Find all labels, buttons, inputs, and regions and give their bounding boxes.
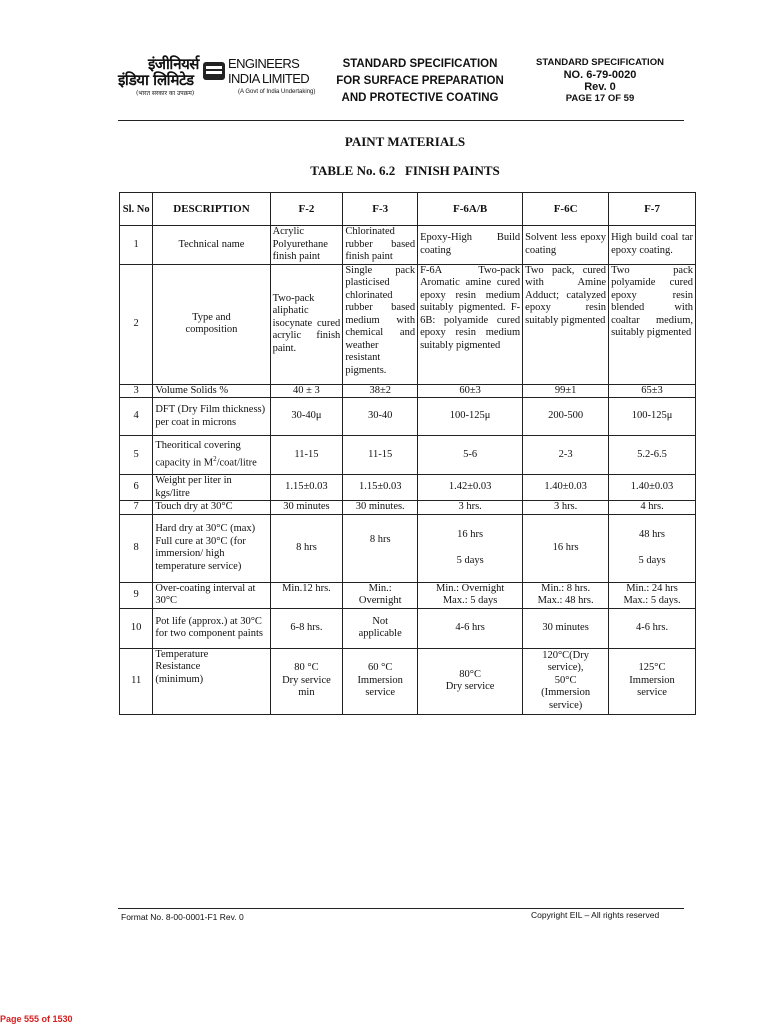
cell-f7 <box>609 582 696 608</box>
cell-f3: Chlorinated rubber based finish paint <box>343 226 418 265</box>
page-counter: Page 555 of 1530 <box>0 1014 73 1024</box>
copyright: Copyright EIL – All rights reserved <box>531 910 660 920</box>
cell-f6c: 3 hrs. <box>523 501 609 515</box>
cell-sl: 6 <box>120 475 153 501</box>
cell-f6c <box>523 582 609 608</box>
cell-f7 <box>609 648 696 714</box>
cell-f2: Acrylic Polyurethane finish paint <box>270 226 343 265</box>
cell-sl: 3 <box>120 384 153 398</box>
header-f6ab: F-6A/B <box>418 193 523 226</box>
value-qualifier: service) <box>549 699 583 711</box>
cell-f6c: 2-3 <box>523 436 609 475</box>
cell-sl: 5 <box>120 436 153 475</box>
cell-f6ab: 100-125μ <box>418 398 523 436</box>
cell-sl: 9 <box>120 582 153 608</box>
value-temp: 80 °C <box>294 662 319 674</box>
cell-sl: 4 <box>120 398 153 436</box>
document-title <box>320 56 520 107</box>
cell-f6c: Solvent less epoxy coating <box>523 226 609 265</box>
cell-f3: 38±2 <box>343 384 418 398</box>
cell-description: Over-coating interval at 30°C <box>153 582 270 608</box>
value-qualifier: service <box>637 687 667 699</box>
cell-f3: 30-40 <box>343 398 418 436</box>
table-title: TABLE No. 6.2 FINISH PAINTS <box>310 163 500 178</box>
value-service: Dry service <box>445 681 495 692</box>
finish-paints-table <box>119 192 696 715</box>
value-full-cure: 5 days <box>456 555 484 566</box>
value-max: Max.: 48 hrs. <box>537 595 594 606</box>
cell-f3: 8 hrs <box>343 514 418 582</box>
table-row <box>120 384 696 398</box>
cell-f6ab: 60±3 <box>418 384 523 398</box>
cell-sl: 8 <box>120 514 153 582</box>
header-description: DESCRIPTION <box>153 193 270 226</box>
cell-f6ab <box>418 582 523 608</box>
value-max: Max.: 5 days <box>442 595 498 606</box>
cell-f7: 100-125μ <box>609 398 696 436</box>
cell-f6ab <box>418 514 523 582</box>
value-min: Min.: <box>368 582 392 594</box>
table-row <box>120 226 696 265</box>
value-service: service), <box>547 662 584 674</box>
header-f6c: F-6C <box>523 193 609 226</box>
description-hard-dry: Hard dry at 30°C (max) <box>155 523 256 534</box>
value-full-cure: 5 days <box>638 555 666 566</box>
value-service: Immersion <box>629 674 675 686</box>
description-text: Theoritical covering capacity in M <box>155 440 241 469</box>
cell-description <box>153 514 270 582</box>
title-line-2: FOR SURFACE PREPARATION <box>336 75 504 87</box>
cell-description: Technical name <box>153 226 270 265</box>
cell-f7: 1.40±0.03 <box>609 475 696 501</box>
cell-description: Weight per liter in kgs/litre <box>153 475 270 501</box>
logo-english-line1: ENGINEERS <box>228 56 300 71</box>
cell-sl: 1 <box>120 226 153 265</box>
cell-f6ab: Epoxy-High Build coating <box>418 226 523 265</box>
cell-f3 <box>343 648 418 714</box>
value-min: Min.: Overnight <box>436 582 505 594</box>
cell-f2: 8 hrs <box>270 514 343 582</box>
cell-f6c: 200-500 <box>523 398 609 436</box>
company-logo <box>118 54 328 104</box>
value-service: Dry service <box>282 674 331 686</box>
value-hard-dry: 48 hrs <box>639 528 666 540</box>
logo-hindi-subtitle: (भारत सरकार का उपक्रम) <box>136 90 195 97</box>
cell-f6c: 1.40±0.03 <box>523 475 609 501</box>
cell-description: DFT (Dry Film thickness) per coat in microns <box>153 398 270 436</box>
section-title: PAINT MATERIALS <box>344 134 466 149</box>
cell-f3: 11-15 <box>343 436 418 475</box>
table-header-row <box>120 193 696 226</box>
cell-f2: 40 ± 3 <box>270 384 343 398</box>
title-line-1: STANDARD SPECIFICATION <box>342 58 498 70</box>
header-divider <box>118 120 684 121</box>
cell-f7: 4 hrs. <box>609 501 696 515</box>
logo-hindi-line2: इंडिया लिमिटेड <box>118 71 194 89</box>
cell-f6ab: 3 hrs. <box>418 501 523 515</box>
value-temp: 125°C <box>638 662 666 674</box>
cell-f2: Min.12 hrs. <box>270 582 343 608</box>
cell-f6c <box>523 648 609 714</box>
cell-f3 <box>343 608 418 648</box>
header-sl-no: Sl. No <box>120 193 153 226</box>
format-number: Format No. 8-00-0001-F1 Rev. 0 <box>121 912 244 922</box>
logo-english-subtitle: (A Govt of India Undertaking) <box>238 89 316 95</box>
cell-f6c: 16 hrs <box>523 514 609 582</box>
cell-description: Temperature Resistance (minimum) <box>153 648 270 714</box>
spec-label: STANDARD SPECIFICATION <box>536 57 664 68</box>
value-qualifier: min <box>298 687 315 699</box>
cell-f2: 1.15±0.03 <box>270 475 343 501</box>
table-row <box>120 648 696 714</box>
cell-description <box>153 436 270 475</box>
value-service-2: (Immersion <box>541 687 591 699</box>
cell-f2: 30 minutes <box>270 501 343 515</box>
cell-f6ab <box>418 648 523 714</box>
cell-f3: 30 minutes. <box>343 501 418 515</box>
logo-hindi-line1: इंजीनियर्स <box>148 55 199 73</box>
cell-f6c: 30 minutes <box>523 608 609 648</box>
table-row <box>120 582 696 608</box>
document-reference <box>530 57 670 105</box>
cell-f6c: 99±1 <box>523 384 609 398</box>
table-row <box>120 501 696 515</box>
cell-f6ab: 5-6 <box>418 436 523 475</box>
cell-f7: 4-6 hrs. <box>609 608 696 648</box>
cell-f6ab: 4-6 hrs <box>418 608 523 648</box>
value-qualifier: service <box>365 687 396 699</box>
title-line-3: AND PROTECTIVE COATING <box>341 92 499 104</box>
value-temp: 60 °C <box>368 662 393 674</box>
value-temp: 80°C <box>459 668 481 680</box>
cell-f3 <box>343 582 418 608</box>
value-temp-2: 50°C <box>554 674 577 686</box>
logo-english-line2: INDIA LIMITED <box>228 71 310 86</box>
table-row <box>120 264 696 384</box>
value-temp: 120°C(Dry <box>542 649 589 661</box>
revision: Rev. 0 <box>584 81 616 93</box>
cell-f7: Two pack polyamide cured epoxy resin blended with coaltar medium, suitably pigmented <box>609 264 696 384</box>
cell-f7 <box>609 514 696 582</box>
cell-f6c: Two pack, cured with Amine Adduct; catalyzed epoxy resin suitably pigmented <box>523 264 609 384</box>
cell-f2: Two-pack aliphatic isocynate cured acrylic finish paint. <box>270 264 343 384</box>
table-row <box>120 398 696 436</box>
cell-sl: 2 <box>120 264 153 384</box>
header-f7: F-7 <box>609 193 696 226</box>
table-row <box>120 514 696 582</box>
spec-number: NO. 6-79-0020 <box>563 69 637 81</box>
header-f3: F-3 <box>343 193 418 226</box>
description-text-unit: /coat/litre <box>216 457 257 469</box>
value-not: Not <box>372 615 389 627</box>
value-min: Min.: 24 hrs <box>626 582 678 594</box>
cell-description: Pot life (approx.) at 30°C for two component paints <box>153 608 270 648</box>
cell-f6ab: 1.42±0.03 <box>418 475 523 501</box>
value-max: Overnight <box>358 595 402 606</box>
table-row <box>120 436 696 475</box>
cell-f2: 6-8 hrs. <box>270 608 343 648</box>
table-row <box>120 608 696 648</box>
cell-sl: 7 <box>120 501 153 515</box>
value-hard-dry: 16 hrs <box>457 528 484 540</box>
eil-emblem-icon <box>202 59 226 83</box>
cell-description: Volume Solids % <box>153 384 270 398</box>
footer-divider <box>118 908 684 909</box>
cell-sl: 11 <box>120 648 153 714</box>
cell-sl: 10 <box>120 608 153 648</box>
cell-f6ab: F-6A Two-pack Aromatic amine cured epoxy resin medium suitably pigmented. F-6B: polyamide cured epoxy resin medium suitably pigmented <box>418 264 523 384</box>
header-f2: F-2 <box>270 193 343 226</box>
cell-f7: 65±3 <box>609 384 696 398</box>
superscript-2: 2 <box>213 454 217 463</box>
cell-f3: 1.15±0.03 <box>343 475 418 501</box>
value-service: Immersion <box>357 674 403 686</box>
cell-f2: 30-40μ <box>270 398 343 436</box>
cell-f7: High build coal tar epoxy coating. <box>609 226 696 265</box>
table-row <box>120 475 696 501</box>
cell-f7: 5.2-6.5 <box>609 436 696 475</box>
description-full-cure: Full cure at 30°C (for immersion/ high temperature service) <box>155 535 246 572</box>
value-min: Min.: 8 hrs. <box>541 582 591 594</box>
cell-f3: Single pack plasticised chlorinated rubber based medium with chemical and weather resistant pigments. <box>343 264 418 384</box>
cell-description: Type and composition <box>153 264 270 384</box>
page-number: PAGE 17 OF 59 <box>565 93 635 104</box>
cell-f2: 11-15 <box>270 436 343 475</box>
cell-f2 <box>270 648 343 714</box>
value-applicable: applicable <box>358 628 402 639</box>
value-max: Max.: 5 days. <box>623 595 681 606</box>
cell-description: Touch dry at 30°C <box>153 501 270 515</box>
